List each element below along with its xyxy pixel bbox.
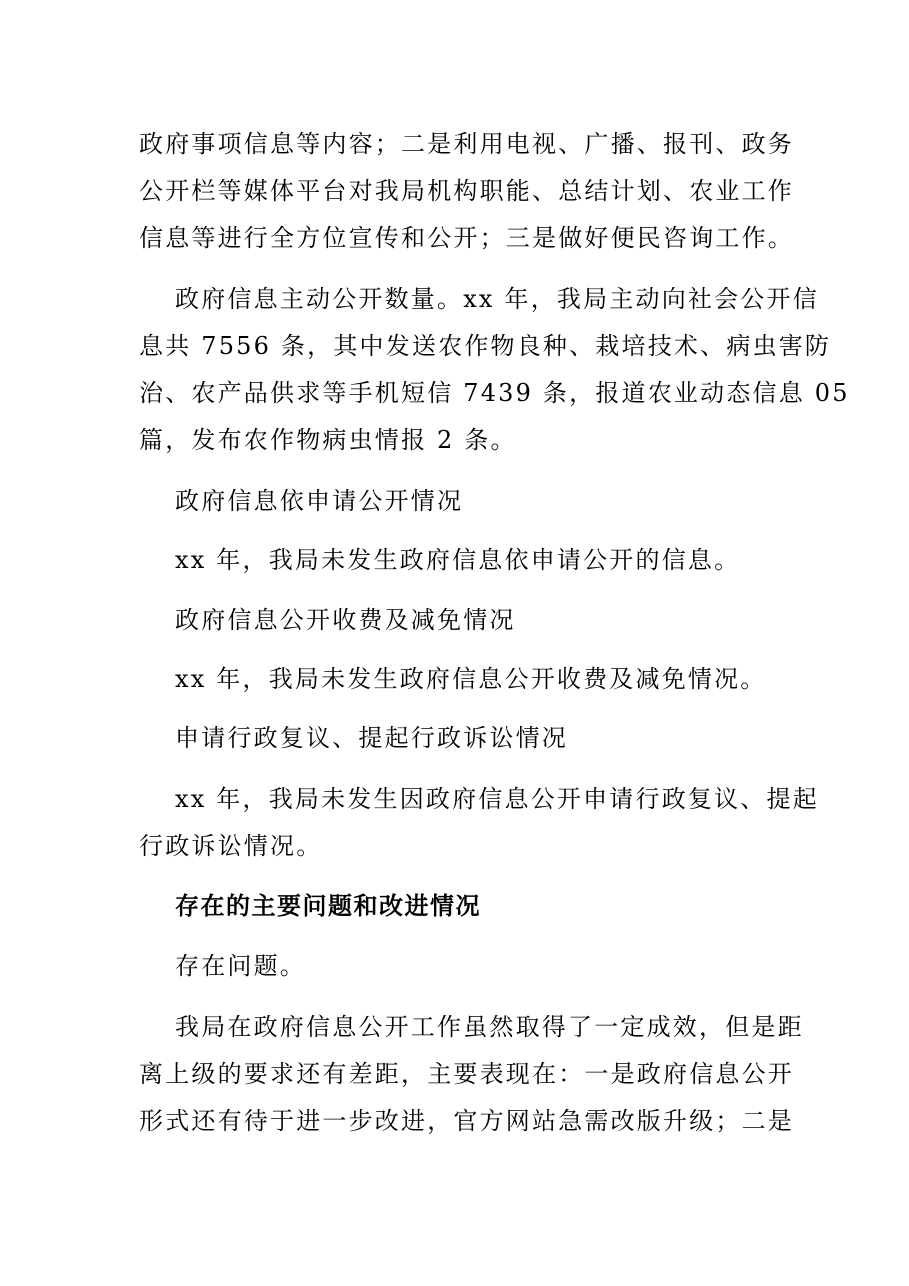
- para-2-line-1: 政府信息主动公开数量。xx 年，我局主动向社会公开信: [175, 285, 819, 313]
- section-review-body-line-2: 行政诉讼情况。: [139, 832, 323, 860]
- para-problems-line-3: 形式还有待于进一步改进，官方网站急需改版升级；二是: [139, 1107, 794, 1135]
- para-1-line-2: 公开栏等媒体平台对我局机构职能、总结计划、农业工作: [139, 177, 794, 205]
- section-fee-title: 政府信息公开收费及减免情况: [175, 606, 516, 634]
- section-review-title: 申请行政复议、提起行政诉讼情况: [175, 724, 568, 752]
- section-apply-title: 政府信息依申请公开情况: [175, 487, 464, 515]
- para-1-line-1: 政府事项信息等内容；二是利用电视、广播、报刊、政务: [139, 130, 794, 158]
- section-apply-body: xx 年，我局未发生政府信息依申请公开的信息。: [175, 546, 741, 574]
- section-review-body-line-1: xx 年，我局未发生因政府信息公开申请行政复议、提起: [175, 785, 819, 813]
- para-2-line-4: 篇，发布农作物病虫情报 2 条。: [139, 426, 517, 454]
- para-2-line-3: 治、农产品供求等手机短信 7439 条，报道农业动态信息 05: [139, 379, 850, 407]
- para-2-line-2: 息共 7556 条，其中发送农作物良种、栽培技术、病虫害防: [139, 332, 832, 360]
- heading-problems: 存在的主要问题和改进情况: [175, 892, 481, 920]
- para-1-line-3: 信息等进行全方位宣传和公开；三是做好便民咨询工作。: [139, 224, 794, 252]
- section-fee-body: xx 年，我局未发生政府信息公开收费及减免情况。: [175, 665, 767, 693]
- subheading-problems: 存在问题。: [175, 952, 306, 980]
- para-problems-line-2: 离上级的要求还有差距，主要表现在：一是政府信息公开: [139, 1060, 794, 1088]
- para-problems-line-1: 我局在政府信息公开工作虽然取得了一定成效，但是距: [175, 1013, 804, 1041]
